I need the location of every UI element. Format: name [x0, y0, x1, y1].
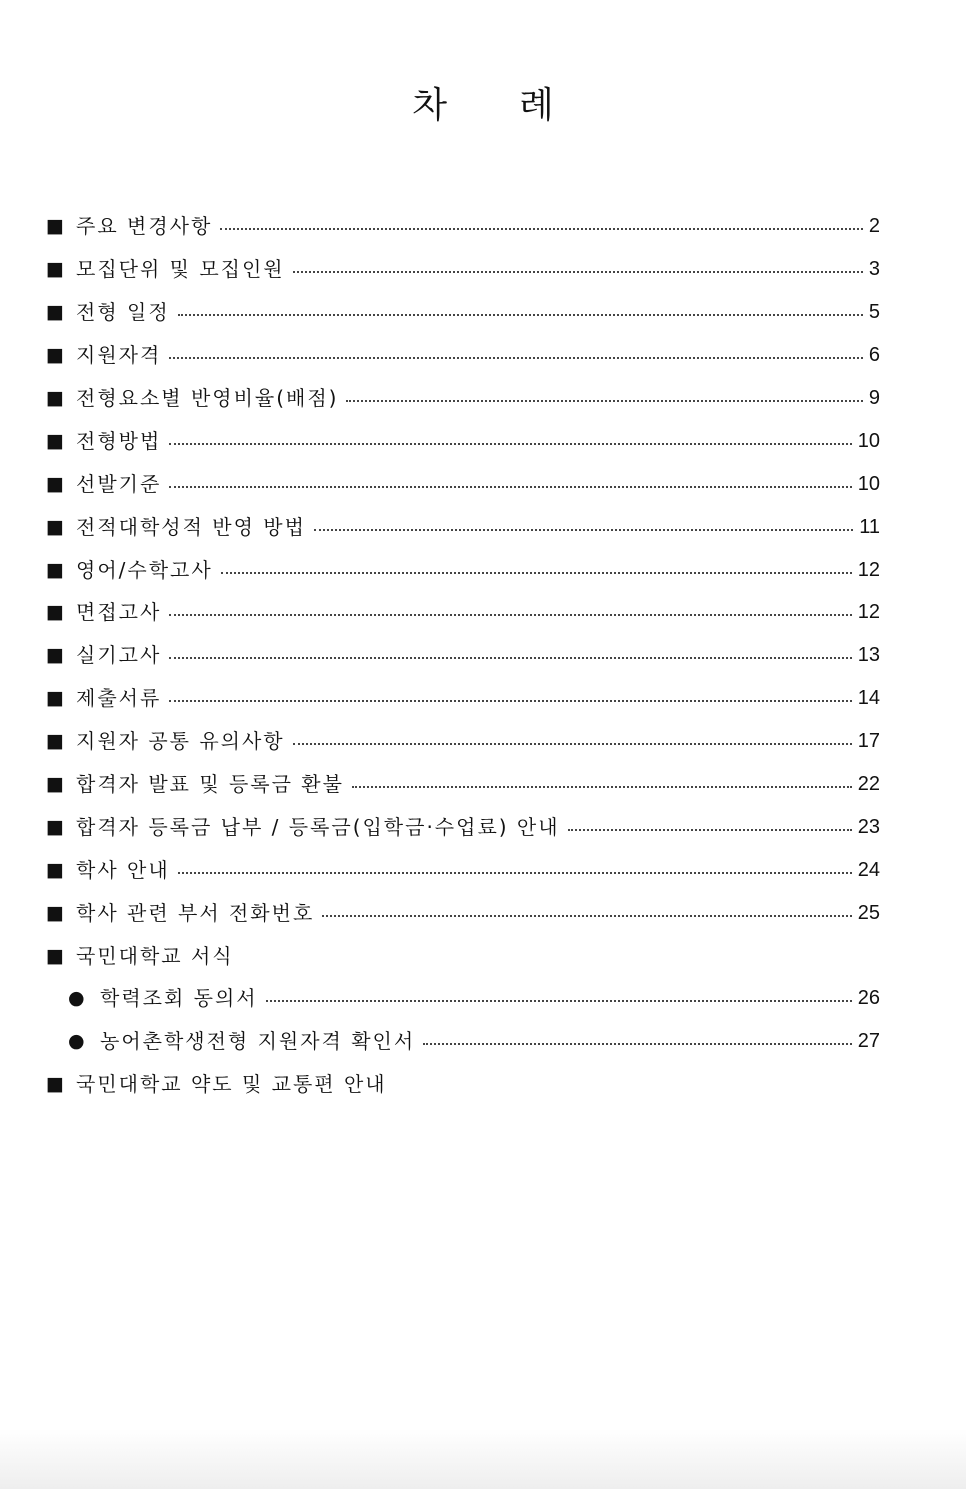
toc-page-number: 11 — [859, 515, 880, 538]
toc-page-number: 13 — [857, 644, 880, 667]
toc-entry-english-math[interactable] — [46, 548, 880, 591]
square-bullet-icon: ■ — [46, 687, 64, 710]
toc-entry-eligibility[interactable] — [46, 334, 880, 377]
toc-entry-forms[interactable] — [46, 934, 880, 977]
square-bullet-icon: ■ — [46, 601, 64, 624]
toc-entry-map-transport[interactable] — [46, 1063, 880, 1106]
toc-subentry-rural-confirmation[interactable] — [46, 1020, 880, 1063]
dot-leader — [314, 529, 853, 531]
toc-page-number: 24 — [857, 858, 880, 881]
square-bullet-icon: ■ — [46, 344, 64, 367]
square-bullet-icon: ■ — [46, 301, 64, 324]
toc-entry-documents[interactable] — [46, 677, 880, 720]
circle-bullet-icon: ● — [68, 987, 85, 1010]
dot-leader — [169, 614, 851, 616]
dot-leader — [423, 1043, 852, 1045]
toc-page-number: 14 — [857, 687, 880, 710]
toc-entry-label: 주요 변경사항 — [76, 214, 213, 239]
toc-subentry-transcript-consent[interactable] — [46, 977, 880, 1020]
toc-entry-common-notes[interactable] — [46, 720, 880, 763]
toc-entry-label: 제출서류 — [76, 686, 162, 711]
toc-entry-ratio[interactable] — [46, 377, 880, 420]
square-bullet-icon: ■ — [46, 258, 64, 281]
toc-entry-prior-grades[interactable] — [46, 505, 880, 548]
dot-leader — [322, 915, 851, 917]
toc-entry-label: 모집단위 및 모집인원 — [76, 257, 285, 282]
toc-entry-label: 전형방법 — [76, 428, 162, 453]
toc-entry-label: 면접고사 — [76, 600, 162, 625]
toc-entry-label: 합격자 발표 및 등록금 환불 — [76, 772, 344, 797]
toc-entry-label: 지원자 공통 유의사항 — [76, 729, 285, 754]
toc-entry-label: 국민대학교 약도 및 교통편 안내 — [76, 1072, 387, 1097]
toc-entry-label: 전형 일정 — [76, 300, 170, 325]
toc-entry-label: 전형요소별 반영비율(배점) — [76, 386, 339, 410]
square-bullet-icon: ■ — [46, 901, 64, 924]
toc-entry-label: 영어/수학고사 — [76, 557, 213, 582]
circle-bullet-icon: ● — [68, 1030, 85, 1053]
square-bullet-icon: ■ — [46, 944, 64, 967]
toc-entry-label: 학사 안내 — [76, 857, 170, 882]
dot-leader — [169, 700, 851, 702]
toc-entry-label: 국민대학교 서식 — [76, 943, 234, 968]
toc-entry-label: 지원자격 — [76, 343, 162, 368]
dot-leader — [293, 743, 852, 745]
square-bullet-icon: ■ — [46, 773, 64, 796]
square-bullet-icon: ■ — [46, 387, 64, 409]
square-bullet-icon: ■ — [46, 472, 64, 495]
toc-entry-label: 농어촌학생전형 지원자격 확인서 — [100, 1029, 416, 1054]
square-bullet-icon: ■ — [46, 858, 64, 881]
toc-page-number: 3 — [868, 258, 880, 281]
title-char-1: 차 — [412, 85, 447, 126]
toc-entry-label: 학력조회 동의서 — [100, 986, 258, 1011]
square-bullet-icon: ■ — [46, 644, 64, 667]
dot-leader — [220, 228, 863, 230]
toc-page-number: 9 — [868, 387, 880, 409]
toc-page-number: 25 — [857, 901, 880, 924]
dot-leader — [293, 271, 863, 273]
toc-entry-interview[interactable] — [46, 591, 880, 634]
square-bullet-icon: ■ — [46, 815, 64, 838]
square-bullet-icon: ■ — [46, 558, 64, 581]
toc-entry-label: 전적대학성적 반영 방법 — [76, 514, 306, 539]
toc-page-number: 26 — [857, 987, 880, 1010]
dot-leader — [266, 1000, 852, 1002]
toc-page-number: 6 — [868, 344, 880, 367]
toc-entry-criteria[interactable] — [46, 462, 880, 505]
square-bullet-icon: ■ — [46, 515, 64, 538]
toc-entry-practical[interactable] — [46, 634, 880, 677]
toc-entry-phone-numbers[interactable] — [46, 891, 880, 934]
toc-entry-recruitment-units[interactable] — [46, 248, 880, 291]
toc-page-number: 5 — [868, 301, 880, 324]
toc-entry-label: 합격자 등록금 납부 / 등록금(입학금·수업료) 안내 — [76, 814, 560, 839]
toc-page-number: 22 — [857, 773, 880, 796]
toc-page-number: 10 — [857, 429, 880, 452]
dot-leader — [169, 657, 851, 659]
square-bullet-icon: ■ — [46, 429, 64, 452]
toc-page-number: 12 — [857, 601, 880, 624]
toc-page-number: 17 — [857, 730, 880, 753]
toc-page-number: 23 — [857, 815, 880, 838]
table-of-contents — [46, 205, 880, 1106]
dot-leader — [221, 572, 852, 574]
dot-leader — [346, 400, 862, 402]
toc-entry-announcement[interactable] — [46, 763, 880, 806]
dot-leader — [169, 443, 851, 445]
dot-leader — [169, 486, 851, 488]
dot-leader — [178, 314, 863, 316]
dot-leader — [178, 872, 852, 874]
toc-page-number: 27 — [857, 1030, 880, 1053]
dot-leader — [568, 829, 852, 831]
toc-entry-label: 학사 관련 부서 전화번호 — [76, 900, 315, 925]
title-char-2: 례 — [519, 85, 554, 126]
toc-entry-label: 선발기준 — [76, 471, 162, 496]
toc-entry-schedule[interactable] — [46, 291, 880, 334]
toc-entry-major-changes[interactable] — [46, 205, 880, 248]
toc-page-number: 12 — [857, 558, 880, 581]
dot-leader — [169, 357, 863, 359]
toc-page-number: 10 — [857, 472, 880, 495]
dot-leader — [352, 786, 852, 788]
toc-entry-method[interactable] — [46, 419, 880, 462]
square-bullet-icon: ■ — [46, 1073, 64, 1096]
page-title — [0, 84, 966, 128]
toc-page-number: 2 — [868, 215, 880, 238]
toc-entry-academic-guide[interactable] — [46, 848, 880, 891]
square-bullet-icon: ■ — [46, 215, 64, 238]
page-bottom-shade — [0, 1429, 966, 1489]
toc-entry-label: 실기고사 — [76, 643, 162, 668]
square-bullet-icon: ■ — [46, 730, 64, 753]
toc-entry-tuition[interactable] — [46, 805, 880, 848]
